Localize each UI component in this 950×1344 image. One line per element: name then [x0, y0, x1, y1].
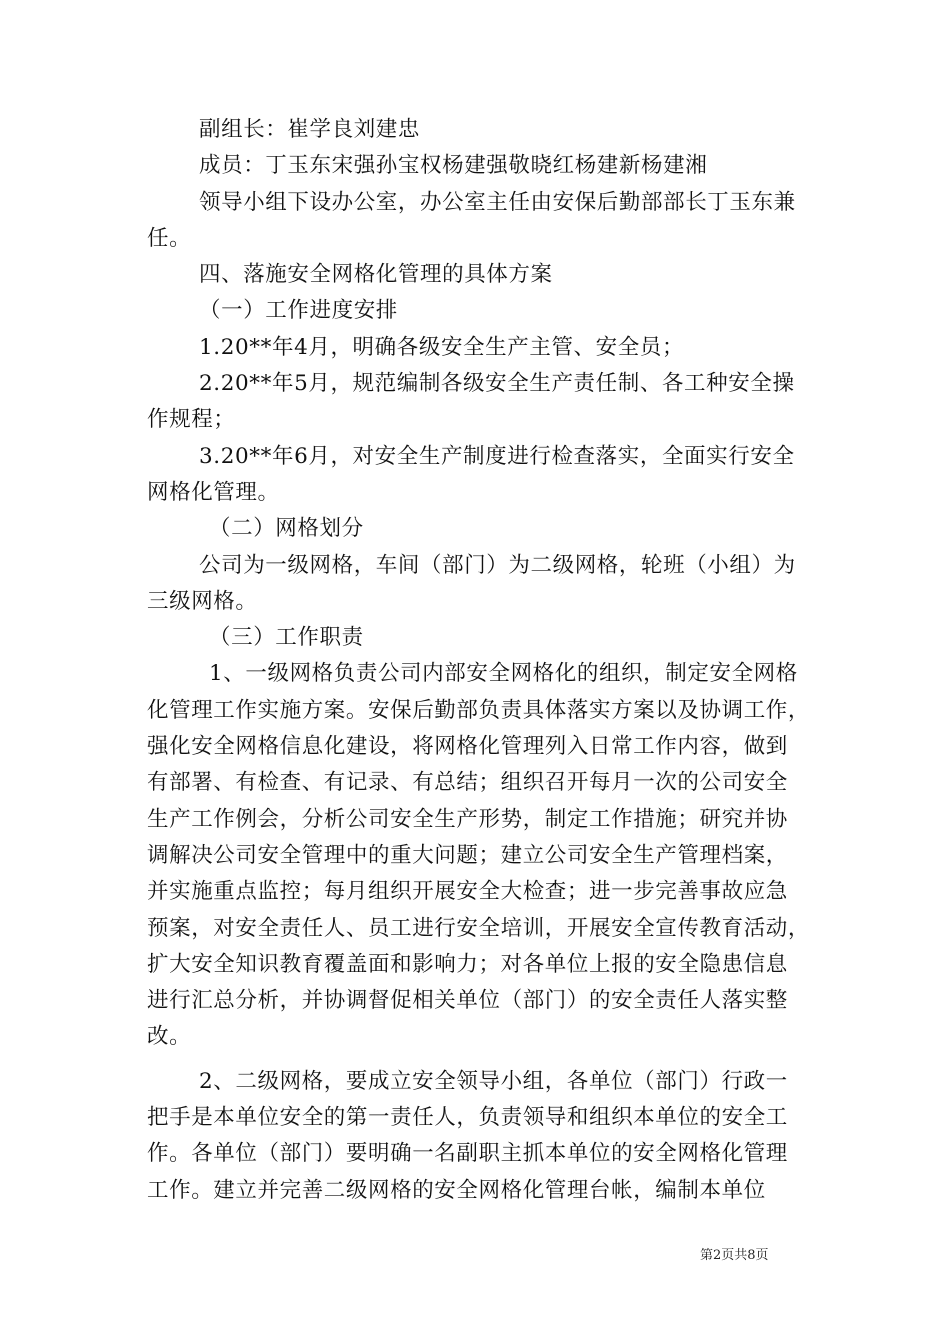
subsection-heading: （三）工作职责	[209, 625, 364, 651]
text-line: 作。各单位（部门）要明确一名副职主抓本单位的安全网格化管理	[147, 1141, 788, 1167]
text-line: 调解决公司安全管理中的重大问题；建立公司安全生产管理档案，	[147, 842, 788, 868]
text-line: 2、二级网格，要成立安全领导小组，各单位（部门）行政一	[199, 1068, 788, 1094]
text-line: 并实施重点监控；每月组织开展安全大检查；进一步完善事故应急	[147, 879, 788, 905]
page-number: 第2页共8页	[700, 1248, 769, 1263]
text-line: 成员：丁玉东宋强孙宝权杨建强敬晓红杨建新杨建湘	[199, 153, 708, 179]
text-line: 3.20**年6月，对安全生产制度进行检查落实，全面实行安全	[199, 443, 795, 469]
text-line: 预案，对安全责任人、员工进行安全培训，开展安全宣传教育活动，	[147, 915, 811, 941]
text-line: 强化安全网格信息化建设，将网格化管理列入日常工作内容，做到	[147, 734, 788, 760]
text-line: 有部署、有检查、有记录、有总结；组织召开每月一次的公司安全	[147, 770, 788, 796]
text-line: 1.20**年4月，明确各级安全生产主管、安全员；	[199, 334, 685, 360]
document-body	[147, 112, 811, 1209]
paragraph-gap	[147, 1056, 807, 1064]
text-line: 网格化管理。	[147, 479, 280, 505]
subsection-heading: （一）工作进度安排	[199, 298, 398, 324]
text-line: 化管理工作实施方案。安保后勤部负责具体落实方案以及协调工作，	[147, 697, 811, 723]
section-heading: 四、落施安全网格化管理的具体方案	[199, 262, 553, 288]
text-line: 1、一级网格负责公司内部安全网格化的组织，制定安全网格	[209, 661, 798, 687]
text-line: 进行汇总分析，并协调督促相关单位（部门）的安全责任人落实整	[147, 988, 788, 1014]
text-line: 把手是本单位安全的第一责任人，负责领导和组织本单位的安全工	[147, 1105, 788, 1131]
text-line: 扩大安全知识教育覆盖面和影响力；对各单位上报的安全隐患信息	[147, 951, 788, 977]
text-line: 改。	[147, 1024, 192, 1050]
text-line: 2.20**年5月，规范编制各级安全生产责任制、各工种安全操	[199, 371, 795, 397]
text-line: 领导小组下设办公室，办公室主任由安保后勤部部长丁玉东兼	[199, 189, 796, 215]
subsection-heading: （二）网格划分	[209, 516, 364, 542]
text-line: 公司为一级网格，车间（部门）为二级网格，轮班（小组）为	[199, 552, 796, 578]
text-line: 工作。建立并完善二级网格的安全网格化管理台帐，编制本单位	[147, 1177, 766, 1203]
text-line: 副组长：崔学良刘建忠	[199, 117, 421, 142]
text-line: 三级网格。	[147, 588, 258, 614]
text-line: 任。	[147, 225, 192, 251]
text-line: 生产工作例会，分析公司安全生产形势，制定工作措施；研究并协	[147, 806, 788, 832]
text-line: 作规程；	[147, 407, 236, 433]
